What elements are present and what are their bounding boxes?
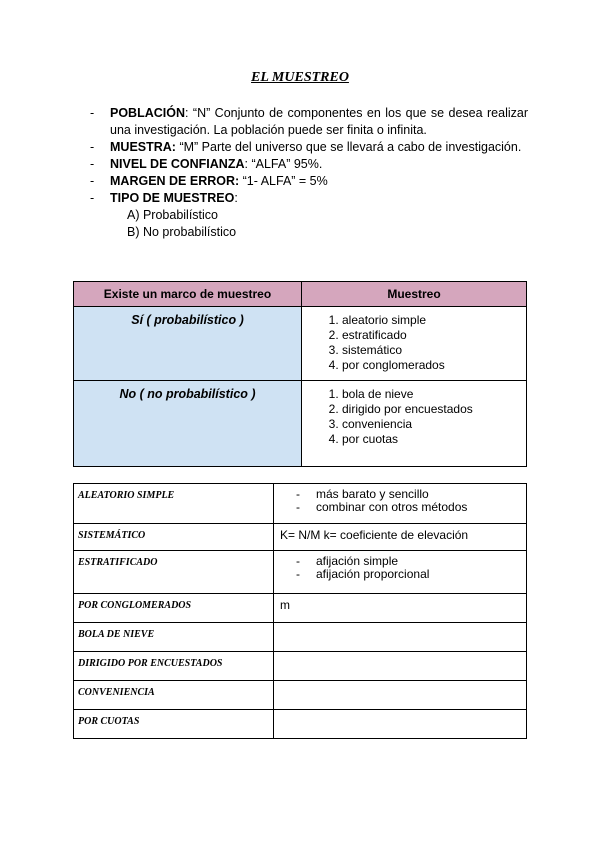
- list-item: - afijación simple: [296, 554, 399, 568]
- method-list: [324, 387, 526, 447]
- term-definition: “N” Conjunto de componentes en los que se desea realizar una investigación. La población puede ser finita o infinita.: [110, 106, 528, 137]
- list-item: 1. bola de nieve: [342, 387, 526, 402]
- list-item: 1. aleatorio simple: [342, 313, 526, 328]
- term-label: MARGEN DE ERROR:: [110, 174, 240, 188]
- table-row: [74, 623, 527, 652]
- note-list: [280, 555, 526, 581]
- method-note: [274, 681, 527, 710]
- term-label: MUESTRA:: [110, 140, 176, 154]
- table-row: [74, 524, 527, 551]
- method-label: CONVENIENCIA: [74, 681, 274, 710]
- sampling-frame-table: [73, 281, 527, 467]
- list-item: [90, 105, 528, 139]
- term-label: POBLACIÓN: [110, 106, 185, 120]
- method-note: [274, 652, 527, 681]
- row-label: Sí ( probabilístico ): [74, 307, 302, 381]
- term-definition: “1- ALFA” = 5%: [239, 174, 328, 188]
- term-separator: :: [234, 191, 238, 205]
- list-item: - más barato y sencillo: [296, 487, 429, 501]
- list-item: 2. estratificado: [342, 328, 526, 343]
- method-list: [324, 313, 526, 373]
- list-item: 4. por conglomerados: [342, 358, 526, 373]
- table-row: [74, 652, 527, 681]
- bullet-dash: -: [90, 191, 95, 205]
- bullet-dash: -: [296, 487, 300, 501]
- term-label: TIPO DE MUESTREO: [110, 191, 235, 205]
- bullet-dash: -: [296, 500, 300, 514]
- bullet-dash: -: [90, 140, 95, 154]
- list-item: 3. conveniencia: [342, 417, 526, 432]
- note-list: [280, 488, 526, 514]
- page-title: EL MUESTREO: [251, 70, 349, 85]
- list-item: [90, 156, 528, 173]
- bullet-dash: -: [90, 157, 95, 171]
- methods-detail-table: [73, 483, 527, 739]
- term-separator: :: [185, 106, 189, 120]
- table-row: [74, 681, 527, 710]
- method-label: BOLA DE NIEVE: [74, 623, 274, 652]
- column-header: Muestreo: [302, 282, 527, 307]
- list-item: 3. sistemático: [342, 343, 526, 358]
- list-item: [90, 190, 528, 207]
- sampling-type-b: B) No probabilístico: [127, 225, 237, 239]
- table-row: [74, 381, 527, 467]
- column-header: Existe un marco de muestreo: [74, 282, 302, 307]
- method-label: ALEATORIO SIMPLE: [74, 484, 274, 524]
- method-note: [274, 623, 527, 652]
- list-item: [90, 173, 528, 190]
- term-definition: “M” Parte del universo que se llevará a cabo de investigación.: [175, 140, 522, 154]
- sampling-type-a: A) Probabilístico: [127, 208, 219, 222]
- table-row: [74, 551, 527, 594]
- table-row: [74, 307, 527, 381]
- list-item: 4. por cuotas: [342, 432, 526, 447]
- method-note: K= N/M k= coeficiente de elevación: [274, 524, 527, 551]
- table-row: [74, 594, 527, 623]
- table-row: [74, 484, 527, 524]
- term-definition: “ALFA” 95%.: [247, 157, 323, 171]
- bullet-dash: -: [90, 174, 95, 188]
- term-separator: :: [244, 157, 248, 171]
- term-label: NIVEL DE CONFIANZA: [110, 157, 245, 171]
- list-item: - afijación proporcional: [296, 567, 430, 581]
- table-header-row: [74, 282, 527, 307]
- definitions-list: [90, 105, 528, 241]
- list-item: 2. dirigido por encuestados: [342, 402, 526, 417]
- bullet-dash: -: [296, 554, 300, 568]
- bullet-dash: -: [296, 567, 300, 581]
- method-label: POR CONGLOMERADOS: [74, 594, 274, 623]
- method-label: DIRIGIDO POR ENCUESTADOS: [74, 652, 274, 681]
- bullet-dash: -: [90, 106, 95, 120]
- table-row: [74, 710, 527, 739]
- list-item: - combinar con otros métodos: [296, 500, 468, 514]
- row-label: No ( no probabilístico ): [74, 381, 302, 467]
- list-item: [90, 139, 528, 156]
- method-note: [274, 710, 527, 739]
- method-label: SISTEMÁTICO: [74, 524, 274, 551]
- method-label: ESTRATIFICADO: [74, 551, 274, 594]
- method-label: POR CUOTAS: [74, 710, 274, 739]
- method-note: m: [274, 594, 527, 623]
